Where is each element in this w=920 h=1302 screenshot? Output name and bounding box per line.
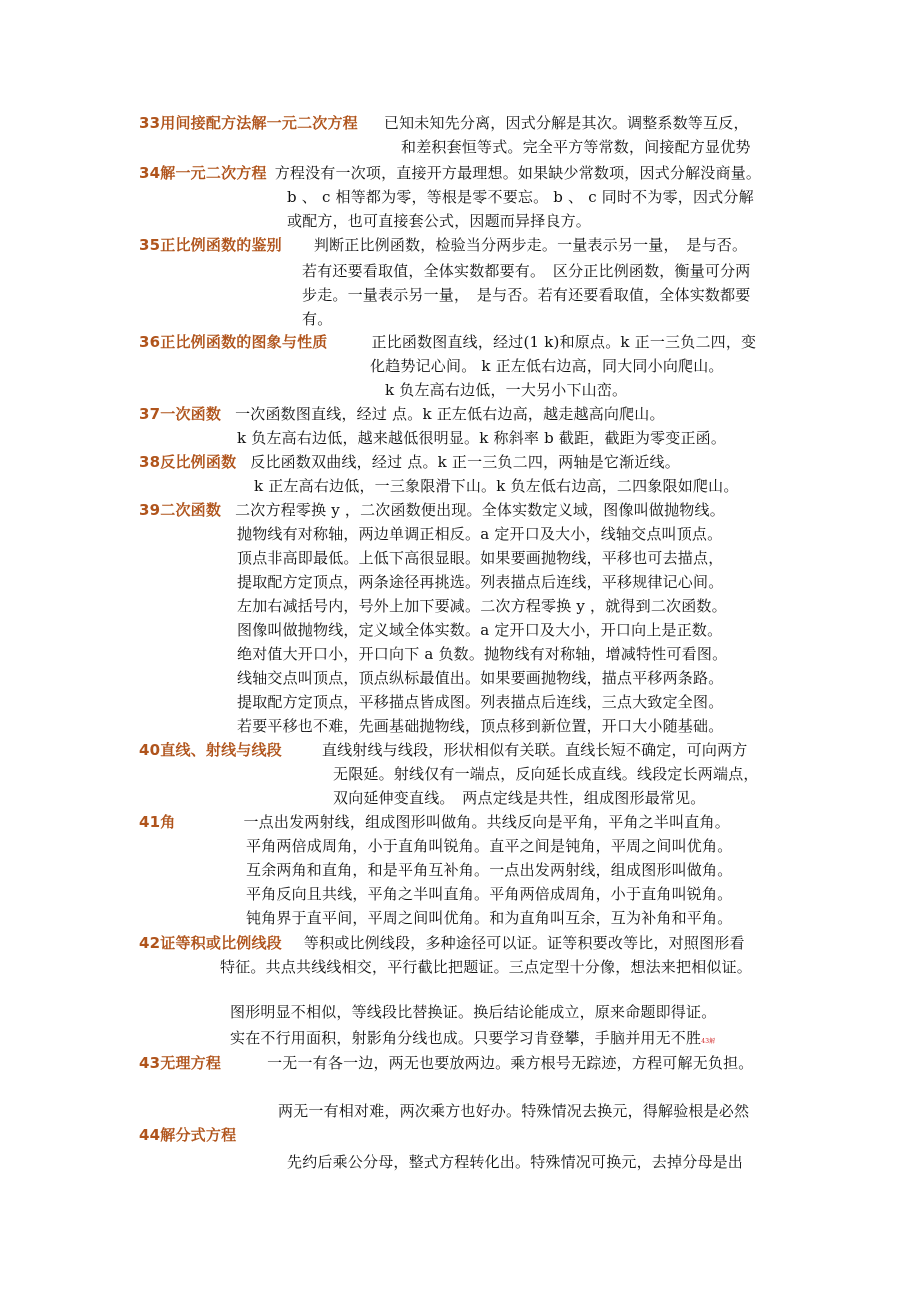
- section-43-heading: 43无理方程: [139, 1054, 222, 1072]
- section-36-line-1: [139, 330, 756, 354]
- section-41-line-4: 平角反向且共线，平角之半叫直角。平角两倍成周角，小于直角叫锐角。: [246, 885, 733, 903]
- section-42-text-4: 实在不行用面积，射影角分线也成。只要学习肯登攀，手脑并用无不胜: [230, 1029, 702, 1047]
- section-34-line-2: b 、 c 相等都为零，等根是零不要忘。 b 、 c 同时不为零，因式分解: [287, 188, 754, 206]
- section-39-line-4: 提取配方定顶点，两条途径再挑选。列表描点后连线，平移规律记心间。: [237, 573, 724, 591]
- section-35-heading: 35正比例函数的鉴别: [139, 236, 282, 254]
- section-39-line-9: 提取配方定顶点，平移描点皆成图。列表描点后连线，三点大致定全图。: [237, 693, 724, 711]
- section-40-line-1: [139, 738, 747, 762]
- section-39-line-6: 图像叫做抛物线，定义域全体实数。a 定开口及大小，开口向上是正数。: [237, 621, 723, 639]
- section-34-line-1: [139, 161, 761, 185]
- section-33-line-2: 和差积套恒等式。完全平方等常数，间接配方显优势: [401, 138, 751, 156]
- section-43-text: 一无一有各一边，两无也要放两边。乘方根号无踪迹，方程可解无负担。: [267, 1054, 754, 1072]
- section-38-line-1: [139, 450, 680, 474]
- section-44-line-2: 先约后乘公分母，整式方程转化出。特殊情况可换元，去掉分母是出: [287, 1153, 744, 1171]
- section-34-line-3: 或配方，也可直接套公式，因题而异择良方。: [287, 212, 592, 230]
- section-41-line-5: 钝角界于直平间，平周之间叫优角。和为直角叫互余，互为补角和平角。: [246, 909, 733, 927]
- section-35-line-1: [139, 233, 747, 257]
- section-39-text: 二次方程零换 y ，二次函数便出现。全体实数定义域，图像叫做抛物线。: [235, 501, 725, 519]
- section-41-line-1: [139, 810, 730, 834]
- section-40-line-3: 双向延伸变直线。 两点定线是共性，组成图形最常见。: [333, 789, 706, 807]
- section-35-text: 判断正比例函数，检验当分两步走。一量表示另一量， 是与否。: [313, 236, 748, 254]
- section-33-text: 已知未知先分离，因式分解是其次。调整系数等互反，: [383, 114, 749, 132]
- section-33-line-1: [139, 111, 749, 135]
- section-38-text: 反比函数双曲线，经过 点。k 正一三负二四，两轴是它渐近线。: [250, 453, 680, 471]
- section-40-heading: 40直线、射线与线段: [139, 741, 282, 759]
- section-40-text: 直线射线与线段，形状相似有关联。直线长短不确定，可向两方: [321, 741, 748, 759]
- section-33-heading: 33用间接配方法解一元二次方程: [139, 114, 358, 132]
- section-35-line-4: 有。: [302, 310, 333, 328]
- section-42-line-1: [139, 931, 745, 955]
- section-36-line-3: k 负左高右边低，一大另小下山峦。: [385, 381, 628, 399]
- section-42-heading: 42证等积或比例线段: [139, 934, 282, 952]
- section-41-line-2: 平角两倍成周角，小于直角叫锐角。直平之间是钝角，平周之间叫优角。: [246, 837, 733, 855]
- section-41-heading: 41角: [139, 813, 176, 831]
- section-38-heading: 38反比例函数: [139, 453, 237, 471]
- section-37-line-1: [139, 402, 665, 426]
- section-44-line-1: [139, 1123, 236, 1147]
- section-39-line-2: 抛物线有对称轴，两边单调正相反。a 定开口及大小，线轴交点叫顶点。: [237, 525, 723, 543]
- section-42-line-4: [230, 1026, 715, 1054]
- section-36-line-2: 化趋势记心间。 k 正左低右边高，同大同小向爬山。: [370, 357, 724, 375]
- section-37-heading: 37一次函数: [139, 405, 222, 423]
- section-41-line-3: 互余两角和直角，和是平角互补角。一点出发两射线，组成图形叫做角。: [246, 861, 733, 879]
- section-35-line-2: 若有还要看取值，全体实数都要有。 区分正比例函数，衡量可分两: [302, 262, 751, 280]
- section-43-line-1: [139, 1051, 753, 1075]
- section-36-heading: 36正比例函数的图象与性质: [139, 333, 328, 351]
- section-42-line-3: 图形明显不相似，等线段比替换证。换后结论能成立，原来命题即得证。: [230, 1003, 717, 1021]
- section-39-line-3: 顶点非高即最低。上低下高很显眼。如果要画抛物线，平移也可去描点，: [237, 549, 724, 567]
- tail-mark: 43解: [701, 1038, 716, 1045]
- section-37-line-2: k 负左高右边低，越来越低很明显。k 称斜率 b 截距，截距为零变正函。: [237, 429, 727, 447]
- section-39-line-5: 左加右减括号内，号外上加下要减。二次方程零换 y ，就得到二次函数。: [237, 597, 727, 615]
- section-42-text: 等积或比例线段，多种途径可以证。证等积要改等比，对照图形看: [303, 934, 745, 952]
- section-39-line-8: 线轴交点叫顶点，顶点纵标最值出。如果要画抛物线，描点平移两条路。: [237, 669, 724, 687]
- section-34-text: 方程没有一次项，直接开方最理想。如果缺少常数项，因式分解没商量。: [274, 164, 762, 182]
- section-38-line-2: k 正左高右边低，一三象限滑下山。k 负左低右边高，二四象限如爬山。: [254, 477, 739, 495]
- section-44-heading: 44解分式方程: [139, 1126, 237, 1144]
- section-37-text: 一次函数图直线，经过 点。k 正左低右边高，越走越高向爬山。: [235, 405, 665, 423]
- section-39-line-1: [139, 498, 725, 522]
- section-39-line-7: 绝对值大开口小，开口向下 a 负数。抛物线有对称轴，增减特性可看图。: [237, 645, 728, 663]
- section-36-text: 正比函数图直线，经过(1 k)和原点。k 正一三负二四，变: [371, 333, 757, 351]
- section-35-line-3: 步走。一量表示另一量， 是与否。若有还要看取值，全体实数都要: [302, 286, 751, 304]
- section-43-line-2: 两无一有相对难，两次乘方也好办。特殊情况去换元，得解验根是必然: [278, 1102, 750, 1120]
- section-42-line-2: 特征。共点共线线相交，平行截比把题证。三点定型十分像，想法来把相似证。: [220, 958, 753, 976]
- section-39-heading: 39二次函数: [139, 501, 222, 519]
- section-39-line-10: 若要平移也不难，先画基础抛物线，顶点移到新位置，开口大小随基础。: [237, 717, 724, 735]
- section-34-heading: 34解一元二次方程: [139, 164, 267, 182]
- section-40-line-2: 无限延。射线仅有一端点，反向延长成直线。线段定长两端点，: [333, 765, 759, 783]
- section-41-text: 一点出发两射线，组成图形叫做角。共线反向是平角，平角之半叫直角。: [243, 813, 730, 831]
